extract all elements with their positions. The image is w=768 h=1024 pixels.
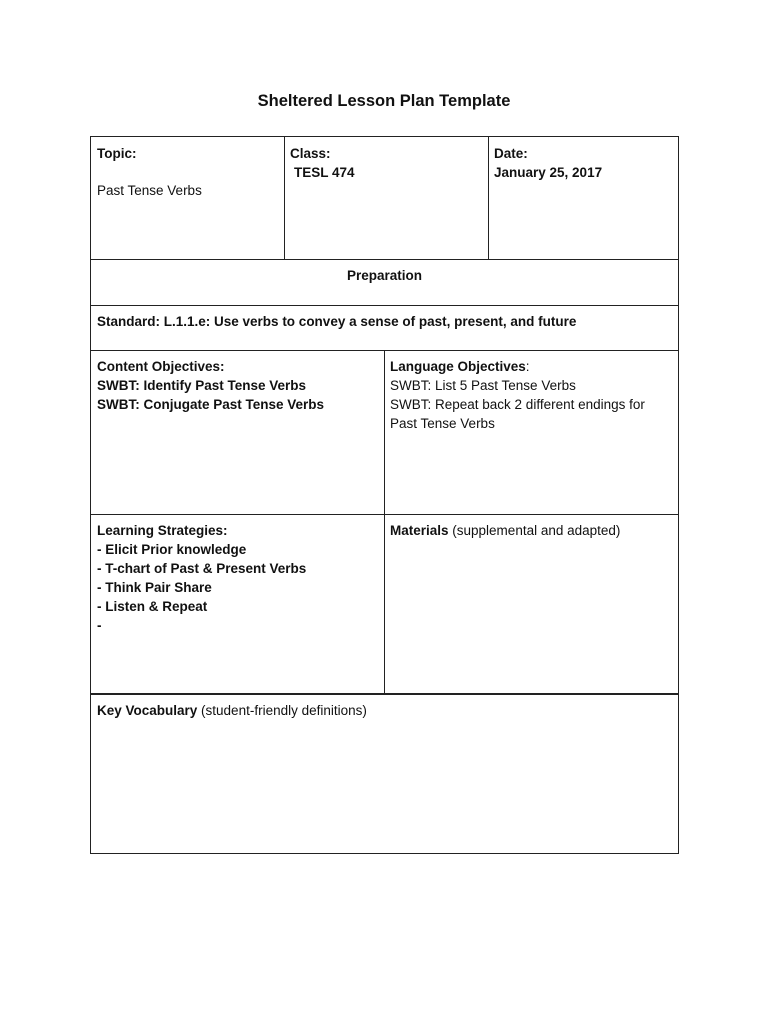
learning-strategies-cell — [91, 514, 384, 693]
language-objectives-colon: : — [525, 359, 530, 374]
class-label: Class: — [290, 146, 331, 161]
materials-label: Materials — [390, 523, 449, 538]
preparation-label: Preparation — [346, 268, 423, 283]
date-cell — [488, 137, 678, 259]
date-label: Date: — [494, 146, 528, 161]
standard-cell — [91, 305, 678, 350]
content-objective-item: SWBT: Identify Past Tense Verbs — [97, 378, 307, 393]
key-vocabulary-label: Key Vocabulary — [97, 703, 198, 718]
class-value: TESL 474 — [294, 165, 355, 180]
content-objectives-label: Content Objectives: — [97, 359, 225, 374]
learning-strategies-label: Learning Strategies: — [97, 523, 228, 538]
key-vocabulary-note: (student-friendly definitions) — [197, 703, 367, 718]
materials-cell — [384, 514, 678, 693]
language-objectives-label: Language Objectives — [390, 359, 526, 374]
language-objective-item: SWBT: Repeat back 2 different endings for Past Tense Verbs — [390, 397, 645, 431]
key-vocabulary-cell — [91, 694, 678, 853]
document-title: Sheltered Lesson Plan Template — [257, 92, 511, 110]
topic-label: Topic: — [97, 146, 137, 161]
class-cell — [284, 137, 488, 259]
date-value: January 25, 2017 — [494, 165, 603, 180]
standard-text: Standard: L.1.1.e: Use verbs to convey a sense of past, present, and future — [97, 314, 577, 329]
lesson-plan-table — [90, 136, 679, 854]
preparation-cell — [91, 259, 678, 305]
strategy-item: - T-chart of Past & Present Verbs — [97, 561, 307, 576]
topic-value: Past Tense Verbs — [97, 183, 202, 198]
materials-note: (supplemental and adapted) — [448, 523, 621, 538]
content-objectives-cell — [91, 350, 384, 514]
language-objective-item: SWBT: List 5 Past Tense Verbs — [390, 378, 576, 393]
strategy-item: - Think Pair Share — [97, 580, 212, 595]
strategy-item: - Elicit Prior knowledge — [97, 542, 247, 557]
strategy-item: - — [97, 618, 102, 633]
content-objective-item: SWBT: Conjugate Past Tense Verbs — [97, 397, 325, 412]
language-objectives-cell — [384, 350, 678, 514]
topic-cell — [91, 137, 284, 259]
strategy-item: - Listen & Repeat — [97, 599, 208, 614]
